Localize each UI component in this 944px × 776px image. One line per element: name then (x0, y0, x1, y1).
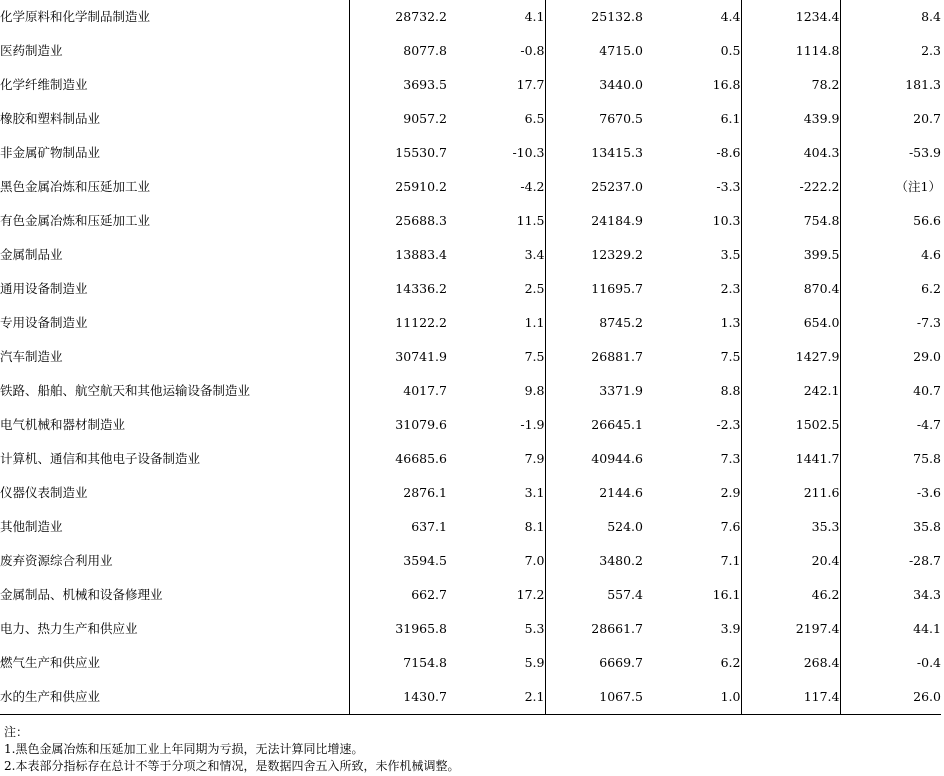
value-cell-1: 15530.7 (395, 145, 447, 160)
value-cell-3: 1114.8 (741, 34, 840, 68)
value-cell-1: 25688.3 (395, 213, 447, 228)
value-cell-3: 2197.4 (741, 612, 840, 646)
growth-cell-2: 6.2 (643, 646, 741, 680)
value-cell-2: 524.0 (607, 519, 643, 534)
growth-cell-2: 10.3 (643, 204, 741, 238)
growth-cell-2: 1.3 (643, 306, 741, 340)
value-cell-3: 117.4 (741, 680, 840, 715)
table-row (0, 170, 941, 204)
value-cell-2: 12329.2 (591, 247, 643, 262)
table-row (0, 646, 941, 680)
value-cell-1: 7154.8 (403, 655, 447, 670)
table-row (0, 374, 941, 408)
table-row (0, 34, 941, 68)
footnote-2: 2.本表部分指标存在总计不等于分项之和情况，是数据四舍五入所致，未作机械调整。 (4, 759, 460, 773)
growth-cell-3: 26.0 (840, 680, 941, 715)
industry-name-cell: 金属制品、机械和设备修理业 (0, 578, 349, 612)
growth-cell-1: 9.8 (447, 374, 545, 408)
value-cell-3: 78.2 (741, 68, 840, 102)
value-cell-3: 1502.5 (741, 408, 840, 442)
industry-name-cell: 仪器仪表制造业 (0, 476, 349, 510)
growth-cell-1: 4.1 (447, 0, 545, 34)
value-cell-2: 1067.5 (545, 680, 643, 715)
growth-cell-3: 44.1 (913, 621, 941, 636)
table-row (0, 340, 941, 374)
growth-cell-3: 29.0 (913, 349, 941, 364)
table-row (0, 0, 941, 34)
value-cell-2: 4715.0 (599, 43, 643, 58)
value-cell-3: 46.2 (741, 578, 840, 612)
growth-cell-3: 2.3 (921, 43, 941, 58)
value-cell-1: 25910.2 (395, 179, 447, 194)
value-cell-2: 26881.7 (591, 349, 643, 364)
value-cell-3: 35.3 (741, 510, 840, 544)
industry-name-cell: 其他制造业 (0, 510, 349, 544)
growth-cell-2: 7.1 (643, 544, 741, 578)
value-cell-3: 268.4 (741, 646, 840, 680)
growth-cell-2: -3.3 (643, 170, 741, 204)
industry-name-cell: 铁路、船舶、航空航天和其他运输设备制造业 (0, 374, 349, 408)
table-row (0, 272, 941, 306)
value-cell-2: 25132.8 (591, 9, 643, 24)
footnote-heading: 注： (4, 725, 29, 739)
industry-name-cell: 化学纤维制造业 (0, 68, 349, 102)
growth-cell-2: 2.3 (643, 272, 741, 306)
value-cell-2: 25237.0 (591, 179, 643, 194)
growth-cell-3: 40.7 (913, 383, 941, 398)
value-cell-1: 3693.5 (403, 77, 447, 92)
growth-cell-2: -2.3 (643, 408, 741, 442)
industry-name-cell: 有色金属冶炼和压延加工业 (0, 204, 349, 238)
value-cell-3: 1441.7 (741, 442, 840, 476)
value-cell-3: 242.1 (741, 374, 840, 408)
growth-cell-3: 35.8 (913, 519, 941, 534)
growth-cell-3: 4.6 (921, 247, 941, 262)
growth-cell-3: 20.7 (913, 111, 941, 126)
growth-cell-2: 0.5 (643, 34, 741, 68)
growth-cell-3: 56.6 (913, 213, 941, 228)
growth-cell-2: 1.0 (643, 680, 741, 715)
industry-name-cell: 通用设备制造业 (0, 272, 349, 306)
value-cell-1: 11122.2 (395, 315, 447, 330)
growth-cell-2: 16.1 (643, 578, 741, 612)
industry-name-cell: 燃气生产和供应业 (0, 646, 349, 680)
industry-name-cell: 橡胶和塑料制品业 (0, 102, 349, 136)
footnote-1: 1.黑色金属冶炼和压延加工业上年同期为亏损，无法计算同比增速。 (4, 742, 364, 756)
value-cell-3: 404.3 (741, 136, 840, 170)
industry-name-cell: 化学原料和化学制品制造业 (0, 0, 349, 34)
growth-cell-2: -8.6 (643, 136, 741, 170)
value-cell-3: 870.4 (741, 272, 840, 306)
growth-cell-2: 3.5 (643, 238, 741, 272)
value-cell-2: 6669.7 (599, 655, 643, 670)
industry-name-cell: 金属制品业 (0, 238, 349, 272)
value-cell-1: 46685.6 (395, 451, 447, 466)
growth-cell-3: -53.9 (908, 145, 941, 160)
growth-cell-2: 8.8 (643, 374, 741, 408)
value-cell-3: 1427.9 (741, 340, 840, 374)
growth-cell-1: 5.9 (447, 646, 545, 680)
value-cell-3: 399.5 (741, 238, 840, 272)
value-cell-2: 13415.3 (591, 145, 643, 160)
growth-cell-3: -7.3 (916, 315, 941, 330)
growth-cell-3: （注1） (895, 179, 941, 194)
growth-cell-2: 16.8 (643, 68, 741, 102)
growth-cell-3: 75.8 (913, 451, 941, 466)
growth-cell-1: 8.1 (447, 510, 545, 544)
value-cell-3: 211.6 (741, 476, 840, 510)
growth-cell-1: 17.7 (447, 68, 545, 102)
growth-cell-1: 1.1 (447, 306, 545, 340)
value-cell-2: 3480.2 (599, 553, 643, 568)
growth-cell-1: 11.5 (447, 204, 545, 238)
table-row (0, 544, 941, 578)
value-cell-1: 9057.2 (403, 111, 447, 126)
growth-cell-1: 3.1 (447, 476, 545, 510)
table-row (0, 680, 941, 715)
value-cell-2: 8745.2 (599, 315, 643, 330)
table-row (0, 408, 941, 442)
value-cell-1: 14336.2 (395, 281, 447, 296)
growth-cell-2: 3.9 (643, 612, 741, 646)
growth-cell-1: 2.5 (447, 272, 545, 306)
value-cell-3: 1234.4 (741, 0, 840, 34)
value-cell-2: 3371.9 (599, 383, 643, 398)
value-cell-1: 1430.7 (349, 680, 447, 715)
footnotes (4, 724, 934, 775)
growth-cell-1: 6.5 (447, 102, 545, 136)
value-cell-1: 637.1 (411, 519, 447, 534)
growth-cell-2: 2.9 (643, 476, 741, 510)
growth-cell-3: 6.2 (921, 281, 941, 296)
industry-name-cell: 电气机械和器材制造业 (0, 408, 349, 442)
growth-cell-1: 7.0 (447, 544, 545, 578)
industry-name-cell: 非金属矿物制品业 (0, 136, 349, 170)
value-cell-2: 557.4 (607, 587, 643, 602)
value-cell-3: 654.0 (741, 306, 840, 340)
growth-cell-3: -3.6 (916, 485, 941, 500)
industry-name-cell: 计算机、通信和其他电子设备制造业 (0, 442, 349, 476)
value-cell-2: 24184.9 (591, 213, 643, 228)
growth-cell-1: 17.2 (447, 578, 545, 612)
growth-cell-3: 8.4 (921, 9, 941, 24)
growth-cell-3: 34.3 (913, 587, 941, 602)
industry-name-cell: 汽车制造业 (0, 340, 349, 374)
value-cell-2: 26645.1 (591, 417, 643, 432)
growth-cell-2: 4.4 (643, 0, 741, 34)
table-row (0, 578, 941, 612)
growth-cell-2: 7.3 (643, 442, 741, 476)
value-cell-1: 13883.4 (395, 247, 447, 262)
table-row (0, 204, 941, 238)
growth-cell-1: 5.3 (447, 612, 545, 646)
growth-cell-1: -1.9 (447, 408, 545, 442)
table-row (0, 68, 941, 102)
industry-name-cell: 黑色金属冶炼和压延加工业 (0, 170, 349, 204)
value-cell-3: 754.8 (741, 204, 840, 238)
industry-name-cell: 医药制造业 (0, 34, 349, 68)
value-cell-1: 30741.9 (395, 349, 447, 364)
table-row (0, 510, 941, 544)
industry-name-cell: 废弃资源综合利用业 (0, 544, 349, 578)
growth-cell-3: -28.7 (908, 553, 941, 568)
value-cell-1: 8077.8 (403, 43, 447, 58)
industry-name-cell: 专用设备制造业 (0, 306, 349, 340)
value-cell-2: 40944.6 (591, 451, 643, 466)
growth-cell-1: -0.8 (447, 34, 545, 68)
value-cell-2: 2144.6 (599, 485, 643, 500)
value-cell-1: 28732.2 (395, 9, 447, 24)
table-row (0, 306, 941, 340)
value-cell-1: 2876.1 (403, 485, 447, 500)
table-row (0, 102, 941, 136)
table-row (0, 136, 941, 170)
growth-cell-1: 2.1 (447, 680, 545, 715)
growth-cell-1: 3.4 (447, 238, 545, 272)
growth-cell-1: -10.3 (447, 136, 545, 170)
growth-cell-1: 7.5 (447, 340, 545, 374)
value-cell-2: 7670.5 (599, 111, 643, 126)
growth-cell-2: 6.1 (643, 102, 741, 136)
table-row (0, 612, 941, 646)
growth-cell-3: -0.4 (916, 655, 941, 670)
growth-cell-3: 181.3 (905, 77, 941, 92)
value-cell-1: 31965.8 (395, 621, 447, 636)
value-cell-3: 20.4 (741, 544, 840, 578)
value-cell-1: 3594.5 (403, 553, 447, 568)
industry-name-cell: 水的生产和供应业 (0, 680, 349, 715)
growth-cell-2: 7.5 (643, 340, 741, 374)
value-cell-2: 28661.7 (591, 621, 643, 636)
table-row (0, 442, 941, 476)
value-cell-1: 662.7 (411, 587, 447, 602)
growth-cell-3: -4.7 (916, 417, 941, 432)
growth-cell-1: -4.2 (447, 170, 545, 204)
value-cell-1: 31079.6 (395, 417, 447, 432)
value-cell-2: 11695.7 (591, 281, 643, 296)
industry-name-cell: 电力、热力生产和供应业 (0, 612, 349, 646)
table-row (0, 238, 941, 272)
value-cell-1: 4017.7 (403, 383, 447, 398)
value-cell-3: -222.2 (741, 170, 840, 204)
growth-cell-1: 7.9 (447, 442, 545, 476)
table-row (0, 476, 941, 510)
value-cell-3: 439.9 (741, 102, 840, 136)
value-cell-2: 3440.0 (599, 77, 643, 92)
growth-cell-2: 7.6 (643, 510, 741, 544)
